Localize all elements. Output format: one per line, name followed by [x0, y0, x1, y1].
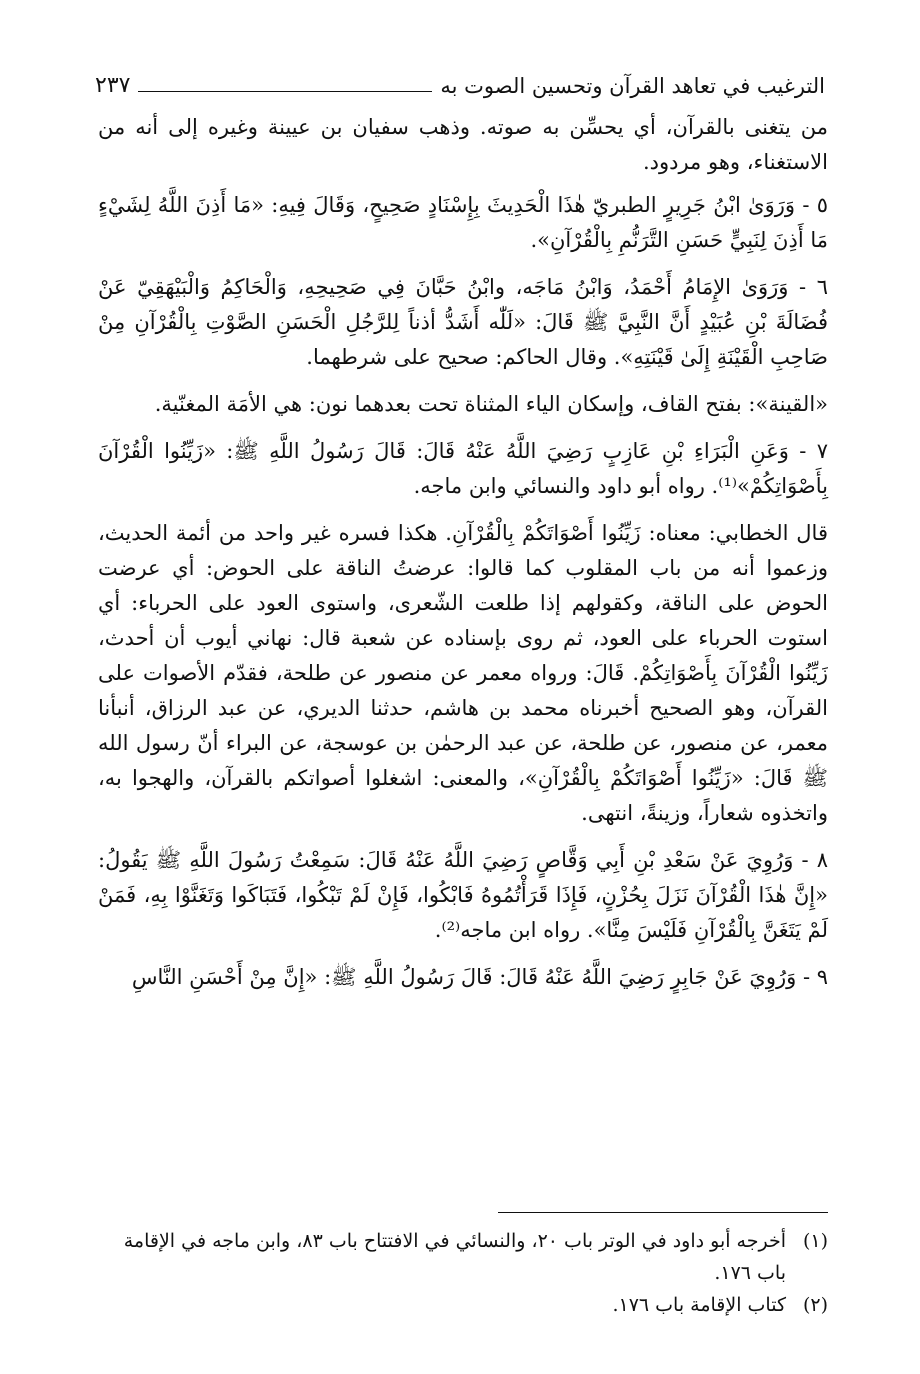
qayna-definition: «القينة»: بفتح القاف، وإسكان الياء المثناة تحت بعدهما نون: هي الأمَة المغنّية.	[154, 392, 828, 416]
hadith-8: ٨ - وَرُوِيَ عَنْ سَعْدِ بْنِ أَبِي وَقَّاصٍ رَضِيَ اللَّهُ عَنْهُ قَالَ: سَمِعْتُ رَسُولَ اللَّهِ ﷺ يَقُولُ: «إِنَّ هٰذَا الْقُرْآنَ نَزَلَ بِحُزْنٍ، فَإِذَا قَرَأْتُمُوهُ فَابْكُوا، فَإِنْ لَمْ تَبْكُوا، فَتَبَاكَوا وَتَغَنَّوْا بِهِ، فَمَنْ لَمْ يَتَغَنَّ بِالْقُرْآنِ فَلَيْسَ مِنَّا». رواه ابن ماجه⁽²⁾.	[98, 848, 828, 942]
khattabi-commentary: قال الخطابي: معناه: زَيِّنُوا أَصْوَاتَكُمْ بِالْقُرْآنِ. هكذا فسره غير واحد من أئمة الحديث، وزعموا أنه من باب المقلوب كما قالوا: عرضتُ الناقة على الحوض: أي عرضت الحوض على الناقة، وكقولهم إذا طلعت الشّعرى، واستوى العود على الحرباء: أي استوت الحرباء على العود، ثم روى بإسناده عن شعبة قال: نهاني أيوب أن أحدث، زَيِّنُوا الْقُرْآنَ بِأَصْوَاتِكُمْ. قَالَ: ورواه معمر عن منصور عن طلحة، فقدّم الأصوات على القرآن، وهو الصحيح أخبرناه محمد بن هاشم، حدثنا الديري، عن عبد الرزاق، أنبأنا معمر، عن منصور، عن طلحة، عن عبد الرحمٰن بن عوسجة، عن البراء أنّ رسول الله ﷺ قَالَ: «زَيِّنُوا أَصْوَاتَكُمْ بِالْقُرْآنِ»، والمعنى: اشغلوا أصواتكم بالقرآن، والهجوا به، واتخذوه شعاراً، وزينةً، انتهى.	[98, 521, 828, 825]
running-title: الترغيب في تعاهد القرآن وتحسين الصوت به	[440, 74, 825, 98]
main-text	[98, 110, 828, 1007]
page-header	[95, 58, 825, 102]
footnotes	[95, 1212, 828, 1321]
paragraph-continuation: من يتغنى بالقرآن، أي يحسِّن به صوته. وذهب سفيان بن عيينة وغيره إلى أنه من الاستغناء، وهو مردود.	[98, 115, 828, 174]
hadith-9: ٩ - وَرُوِيَ عَنْ جَابِرٍ رَضِيَ اللَّهُ عَنْهُ قَالَ: قَالَ رَسُولُ اللَّهِ ﷺ: «إِنَّ مِنْ أَحْسَنِ النَّاسِ	[131, 965, 828, 989]
footnote-number: (٢)	[802, 1294, 828, 1316]
page-number: ٢٣٧	[95, 73, 131, 98]
footnote-text: كتاب الإقامة باب ١٧٦.	[612, 1294, 786, 1316]
hadith-7: ٧ - وَعَنِ الْبَرَاءِ بْنِ عَازِبٍ رَضِيَ اللَّهُ عَنْهُ قَالَ: قَالَ رَسُولُ اللَّهِ ﷺ: «زَيِّنُوا الْقُرْآنَ بِأَصْوَاتِكُمْ»⁽¹⁾. رواه أبو داود والنسائي وابن ماجه.	[98, 439, 828, 498]
footnote-number: (١)	[802, 1230, 828, 1252]
header-rule	[138, 91, 432, 92]
hadith-5: ٥ - وَرَوَىٰ ابْنُ جَرِيرٍ الطبريّ هٰذَا الْحَدِيثَ بِإِسْنَادٍ صَحِيحٍ، وَقَالَ فِيهِ: «مَا أَذِنَ اللَّهُ لِشَيْءٍ مَا أَذِنَ لِنَبِيٍّ حَسَنِ التَّرَنُّمِ بِالْقُرْآنِ».	[98, 193, 828, 252]
footnote-rule	[498, 1212, 828, 1213]
footnote-2	[95, 1289, 828, 1321]
footnote-text: أخرجه أبو داود في الوتر باب ٢٠، والنسائي في الافتتاح باب ٨٣، وابن ماجه في الإقامة باب ١٧٦.	[123, 1230, 786, 1284]
hadith-6: ٦ - وَرَوَىٰ الإِمَامُ أَحْمَدُ، وَابْنُ مَاجَه، وابْنُ حَبَّانَ فِي صَحِيحِهِ، وَالْحَاكِمُ وَالْبَيْهَقِيّ عَنْ فُضَالَةَ بْنِ عُبَيْدٍ أَنَّ النَّبِيَّ ﷺ قَالَ: «لَلّٰه أَشَدُّ أذناً لِلرَّجُلِ الْحَسَنِ الصَّوْتِ بِالْقُرْآنِ مِنْ صَاحِبِ الْقَيْنَةِ إِلَىٰ قَيْنَتِهِ». وقال الحاكم: صحيح على شرطهما.	[98, 275, 828, 369]
footnote-1	[95, 1225, 828, 1289]
